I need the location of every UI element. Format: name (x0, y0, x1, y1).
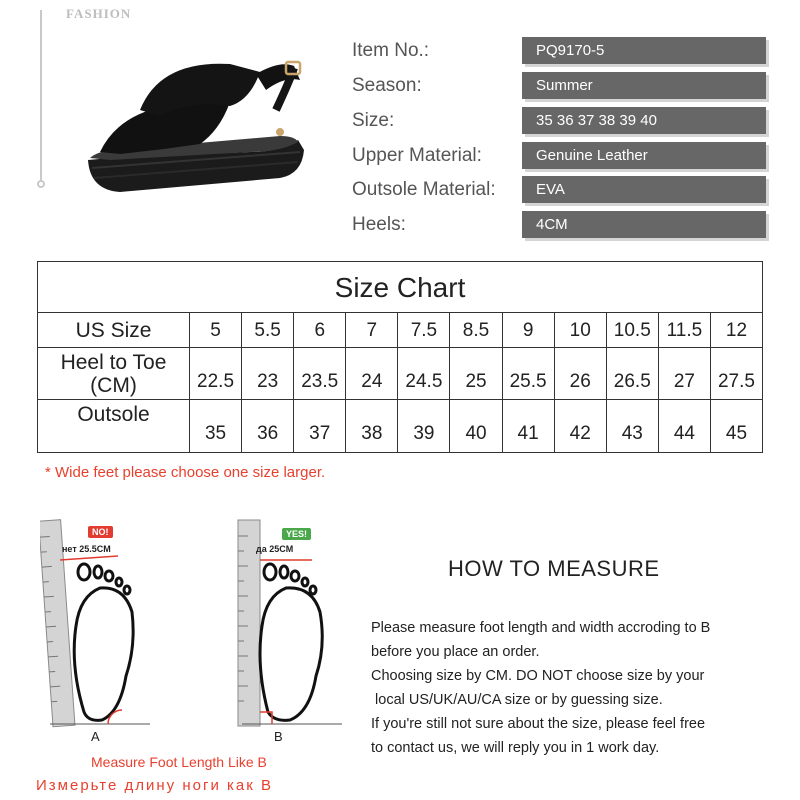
table-cell: 23.5 (294, 348, 346, 399)
measure-label-wrong: нет 25.5CM (62, 544, 111, 554)
instruction-line: local US/UK/AU/CA size or by guessing size. (371, 692, 663, 708)
row-header: US Size (38, 313, 190, 347)
how-to-measure-title: HOW TO MEASURE (448, 556, 660, 581)
table-cell: 5.5 (242, 313, 294, 347)
spec-value: Genuine Leather (522, 142, 766, 169)
spec-label: Upper Material: (352, 145, 482, 166)
row-header: Outsole (38, 400, 190, 452)
illustration-letter-a: A (91, 729, 100, 744)
table-cell: 24.5 (398, 348, 450, 399)
brand-rail-dot (37, 180, 45, 188)
table-cell: 11.5 (659, 313, 711, 347)
table-cell: 36 (242, 400, 294, 452)
spec-upper-material (352, 142, 772, 170)
table-cell: 45 (725, 423, 748, 444)
instruction-line: Choosing size by CM. DO NOT choose size by your (371, 668, 705, 684)
wide-feet-note: * Wide feet please choose one size larger. (45, 464, 326, 481)
table-row-heel-to-toe (38, 348, 762, 400)
spec-label: Heels: (352, 214, 406, 235)
table-cell: 5 (190, 313, 242, 347)
measure-illustration-correct (232, 516, 372, 744)
table-cell: 42 (555, 400, 607, 452)
table-cell: 27 (659, 348, 711, 399)
no-badge: NO! (88, 526, 113, 538)
table-cell: 25.5 (503, 348, 555, 399)
size-chart-table (37, 261, 763, 453)
brand-rail-decoration (40, 10, 42, 186)
foot-ruler-drawing-b (232, 516, 372, 740)
table-cell: 37 (294, 400, 346, 452)
table-cell: 41 (503, 400, 555, 452)
spec-label: Item No.: (352, 40, 430, 61)
table-cell: 7 (346, 313, 398, 347)
table-cell: 10 (555, 313, 607, 347)
table-cell: 39 (398, 400, 450, 452)
table-cell: 44 (659, 400, 711, 452)
spec-item-no (352, 37, 772, 65)
table-cell: 25 (450, 348, 502, 399)
measure-illustration-wrong (40, 516, 180, 744)
table-cell: 26.5 (607, 348, 659, 399)
spec-value: 4CM (522, 211, 766, 238)
table-cell: 22.5 (190, 348, 242, 399)
spec-size (352, 107, 772, 135)
spec-value: PQ9170-5 (522, 37, 766, 64)
table-cell: 35 (190, 400, 242, 452)
instruction-line: If you're still not sure about the size, please feel free (371, 716, 706, 732)
measure-caption-english: Measure Foot Length Like B (91, 754, 267, 770)
table-cell: 27.5 (717, 371, 755, 392)
spec-outsole-material (352, 176, 772, 204)
measure-label-correct: да 25CM (256, 544, 294, 554)
spec-season (352, 72, 772, 100)
spec-heels (352, 211, 772, 239)
table-row-us-size (38, 313, 762, 348)
brand-watermark: FASHION (66, 6, 132, 21)
table-cell: 24 (346, 348, 398, 399)
table-cell: 23 (242, 348, 294, 399)
yes-badge: YES! (282, 528, 311, 540)
instruction-line: to contact us, we will reply you in 1 work day. (371, 740, 660, 756)
table-cell: 8.5 (450, 313, 502, 347)
table-cell: 6 (294, 313, 346, 347)
instruction-line: before you place an order. (371, 644, 540, 660)
spec-label: Season: (352, 75, 422, 96)
table-cell: 40 (450, 400, 502, 452)
table-cell: 9 (503, 313, 555, 347)
row-header: Heel to Toe (CM) (38, 348, 190, 399)
table-cell: 12 (725, 320, 748, 341)
table-cell: 7.5 (398, 313, 450, 347)
table-cell: 43 (607, 400, 659, 452)
how-to-measure-text (371, 616, 791, 760)
illustration-letter-b: B (274, 729, 283, 744)
product-sandal-image (80, 40, 320, 220)
table-cell: 26 (555, 348, 607, 399)
table-row-outsole (38, 400, 762, 452)
spec-value: EVA (522, 176, 766, 203)
spec-value: 35 36 37 38 39 40 (522, 107, 766, 134)
size-chart-title: Size Chart (38, 262, 762, 313)
table-cell: 38 (346, 400, 398, 452)
measure-caption-russian: Измерьте длину ноги как В (36, 777, 273, 794)
table-cell: 10.5 (607, 313, 659, 347)
spec-label: Outsole Material: (352, 179, 496, 200)
instruction-line: Please measure foot length and width accroding to B (371, 620, 711, 636)
spec-value: Summer (522, 72, 766, 99)
spec-label: Size: (352, 110, 395, 131)
